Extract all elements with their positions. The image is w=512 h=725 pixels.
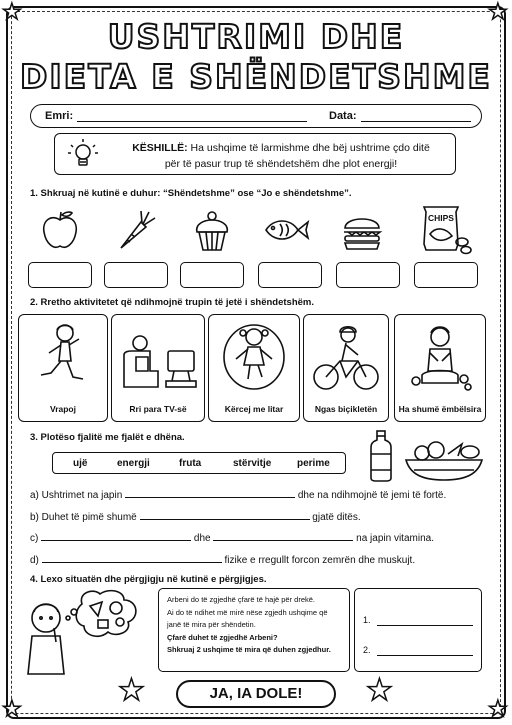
activity-card-running[interactable] [18,314,108,422]
answer-number: 2. [363,645,371,655]
blank-field[interactable] [42,553,222,563]
date-field[interactable] [361,121,471,122]
sentence-text: a) Ushtrimet na japin [30,490,123,501]
tv-watching-icon [118,321,198,393]
question-3: 3. Plotëso fjalitë me fjalët e dhëna. [30,432,185,443]
star-icon: ★ [488,697,508,722]
question-2: 2. Rretho aktivitetet që ndihmojnë trupin të jetë i shëndetshëm. [30,297,314,308]
activity-label: Ha shumë ëmbëlsira [398,404,482,414]
answer-box-fish[interactable] [258,262,322,288]
smiling-star-icon: ★ [118,673,145,708]
sentence-text: na japin vitamina. [356,533,434,544]
star-icon: ★ [488,0,508,25]
activity-card-sweets[interactable] [394,314,486,422]
smiling-star-icon: ★ [366,673,393,708]
word-bank [52,452,346,474]
page-title-line1: USHTRIMI DHE [107,17,405,56]
tip-label: KËSHILLË: [132,142,188,154]
blank-field[interactable] [125,488,295,498]
question-4: 4. Lexo situatën dhe përgjigju në kutinë e përgjigjes. [30,574,267,585]
activity-label: Kërcej me litar [224,404,284,414]
answer-box-q4 [354,588,482,672]
blank-field[interactable] [41,531,191,541]
answer-box-apple[interactable] [28,262,92,288]
fruit-basket-icon [402,440,486,482]
story-question: Çfarë duhet të zgjedhë Arbeni? [167,632,278,642]
answer-line-1[interactable] [377,625,473,626]
story-line: janë të mira për shëndetin. [167,620,256,629]
activity-card-bicycle[interactable] [303,314,389,422]
carrot-icon [113,208,157,252]
question-1: 1. Shkruaj në kutinë e duhur: “Shëndetshme” ose “Jo e shëndetshme”. [30,188,352,199]
word-bank-item: stërvitje [233,458,272,469]
story-line: Arbeni do të zgjedhë çfarë të hajë për drekë. [167,595,316,604]
running-boy-icon [33,321,93,393]
sentence-d [30,553,415,566]
activity-card-tv[interactable] [111,314,205,422]
word-bank-item: ujë [73,458,88,469]
name-label: Emri: [45,110,74,122]
story-line: Ai do të ndihet më mirë nëse zgjedh ushqime që [167,607,328,617]
name-date-row [30,104,482,128]
cupcake-icon [190,208,234,252]
activity-label: Vrapoj [50,404,76,414]
tip-line1: Ha ushqime të larmishme dhe bëj ushtrime çdo ditë [190,142,430,154]
blank-field[interactable] [140,510,310,520]
star-icon: ★ [2,0,22,25]
story-box [158,588,350,672]
lightbulb-icon [65,137,101,173]
apple-icon [38,208,82,252]
tip-line2: për të pasur trup të shëndetshëm dhe plot energji! [164,158,398,170]
sentence-text: dhe na ndihmojnë të jemi të fortë. [297,490,447,501]
jump-rope-girl-icon [218,321,290,393]
thinking-boy-icon [20,588,152,676]
answer-number: 1. [363,615,371,625]
tip-text [111,140,451,172]
activity-label: Ngas biçikletën [314,404,378,414]
tip-box [54,133,456,175]
eating-sweets-boy-icon [404,321,476,393]
name-field[interactable] [77,121,307,122]
sentence-text: b) Duhet të pimë shumë [30,512,137,523]
word-bank-item: energji [117,458,150,469]
burger-icon [340,208,384,252]
bicycle-boy-icon [310,321,382,393]
blank-field[interactable] [213,531,353,541]
chips-icon [416,204,472,256]
answer-box-cupcake[interactable] [180,262,244,288]
date-label: Data: [329,110,357,122]
sentence-text: c) [30,533,39,544]
done-banner: JA, IA DOLE! [176,680,336,708]
chips-label: CHIPS [428,213,454,223]
story-instruction: Shkruaj 2 ushqime të mira që duhen zgjedhur. [167,645,331,654]
sentence-text: d) [30,555,39,566]
activity-card-jump-rope[interactable] [208,314,300,422]
answer-box-burger[interactable] [336,262,400,288]
sentence-a [30,488,446,501]
fish-icon [262,208,310,252]
word-bank-item: perime [297,458,330,469]
sentence-text: gjatë ditës. [312,512,361,523]
answer-box-chips[interactable] [414,262,478,288]
water-bottle-icon [368,430,394,482]
activity-label: Rri para TV-së [129,404,187,414]
word-bank-item: fruta [179,458,202,469]
sentence-c [30,531,434,544]
sentence-text: dhe [193,533,211,544]
sentence-text: fizike e rregullt forcon zemrën dhe muskujt. [224,555,416,566]
sentence-b [30,510,361,523]
star-icon: ★ [2,697,22,722]
answer-line-2[interactable] [377,655,473,656]
page-title-line2: DIETA E SHËNDETSHME [20,57,492,96]
answer-box-carrot[interactable] [104,262,168,288]
